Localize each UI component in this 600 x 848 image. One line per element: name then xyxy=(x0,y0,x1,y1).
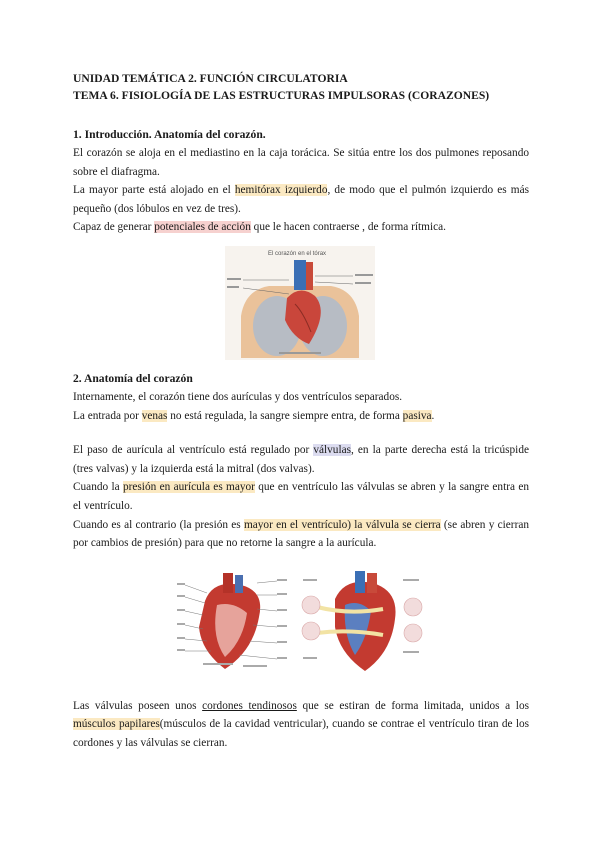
section-2-paragraph-1: Internamente, el corazón tiene dos aurículas y dos ventrículos separados. xyxy=(73,390,403,403)
heart-sections-image xyxy=(73,571,529,681)
section-1-title: 1. Introducción. Anatomía del corazón. xyxy=(73,128,266,141)
highlight-pasiva: pasiva xyxy=(402,409,432,422)
highlight-hemitorax: hemitórax izquierdo xyxy=(234,184,328,197)
underline-cordones: cordones tendinosos xyxy=(202,699,297,712)
figure-heart-thorax xyxy=(73,246,529,364)
section-1-paragraph-3: Capaz de generar potenciales de acción que le hacen contraerse , de forma rítmica. xyxy=(73,221,446,234)
section-2-paragraph-4: Cuando la presión en aurícula es mayor que en ventrículo las válvulas se abren y la sangre entra en el ventrículo. xyxy=(73,481,529,512)
section-1-paragraph-2: La mayor parte está alojado en el hemitórax izquierdo, de modo que el pulmón izquierdo es más pequeño (dos lóbulos en vez de tres). xyxy=(73,184,529,215)
highlight-musculos-papilares: músculos papilares xyxy=(73,718,160,731)
topic-title: TEMA 6. FISIOLOGÍA DE LAS ESTRUCTURAS IMPULSORAS (CORAZONES) xyxy=(73,89,490,102)
section-2-paragraph-2: La entrada por venas no está regulada, la sangre siempre entra, de forma pasiva. xyxy=(73,409,435,422)
figure-caption: El corazón en el tórax xyxy=(268,250,327,257)
highlight-potenciales: potenciales de acción xyxy=(154,221,251,234)
unit-title: UNIDAD TEMÁTICA 2. FUNCIÓN CIRCULATORIA xyxy=(73,72,348,85)
highlight-presion-auricula: presión en aurícula es mayor xyxy=(122,481,255,494)
section-2-paragraph-5: Cuando es al contrario (la presión es mayor en el ventrículo) la válvula se cierra (se abren y cierran por cambios de presión) para que no retorne la sangre a la aurícula. xyxy=(73,518,529,550)
heart-thorax-image xyxy=(73,246,529,364)
figure-heart-sections xyxy=(73,571,529,681)
section-1-paragraph-1: El corazón se aloja en el mediastino en la caja torácica. Se sitúa entre los dos pulmones reposando sobre el diafragma. xyxy=(73,147,529,178)
section-2-title: 2. Anatomía del corazón xyxy=(73,371,193,385)
section-2-paragraph-3: El paso de aurícula al ventrículo está regulado por válvulas, en la parte derecha está la tricúspide (tres valvas) y la izquierda está la mitral (dos valvas). xyxy=(73,444,529,475)
document-page xyxy=(73,70,529,753)
highlight-valvulas: válvulas xyxy=(313,444,352,457)
highlight-venas: venas xyxy=(141,409,168,422)
highlight-valvula-cierra: mayor en el ventrículo) la válvula se cierra xyxy=(243,518,441,531)
section-3-paragraph-1: Las válvulas poseen unos cordones tendinosos que se estiran de forma limitada, unidos a los músculos papilares(músculos de la cavidad ventricular), cuando se contrae el ventrículo tiran de los cordones y las válvulas se cierran. xyxy=(73,699,530,749)
